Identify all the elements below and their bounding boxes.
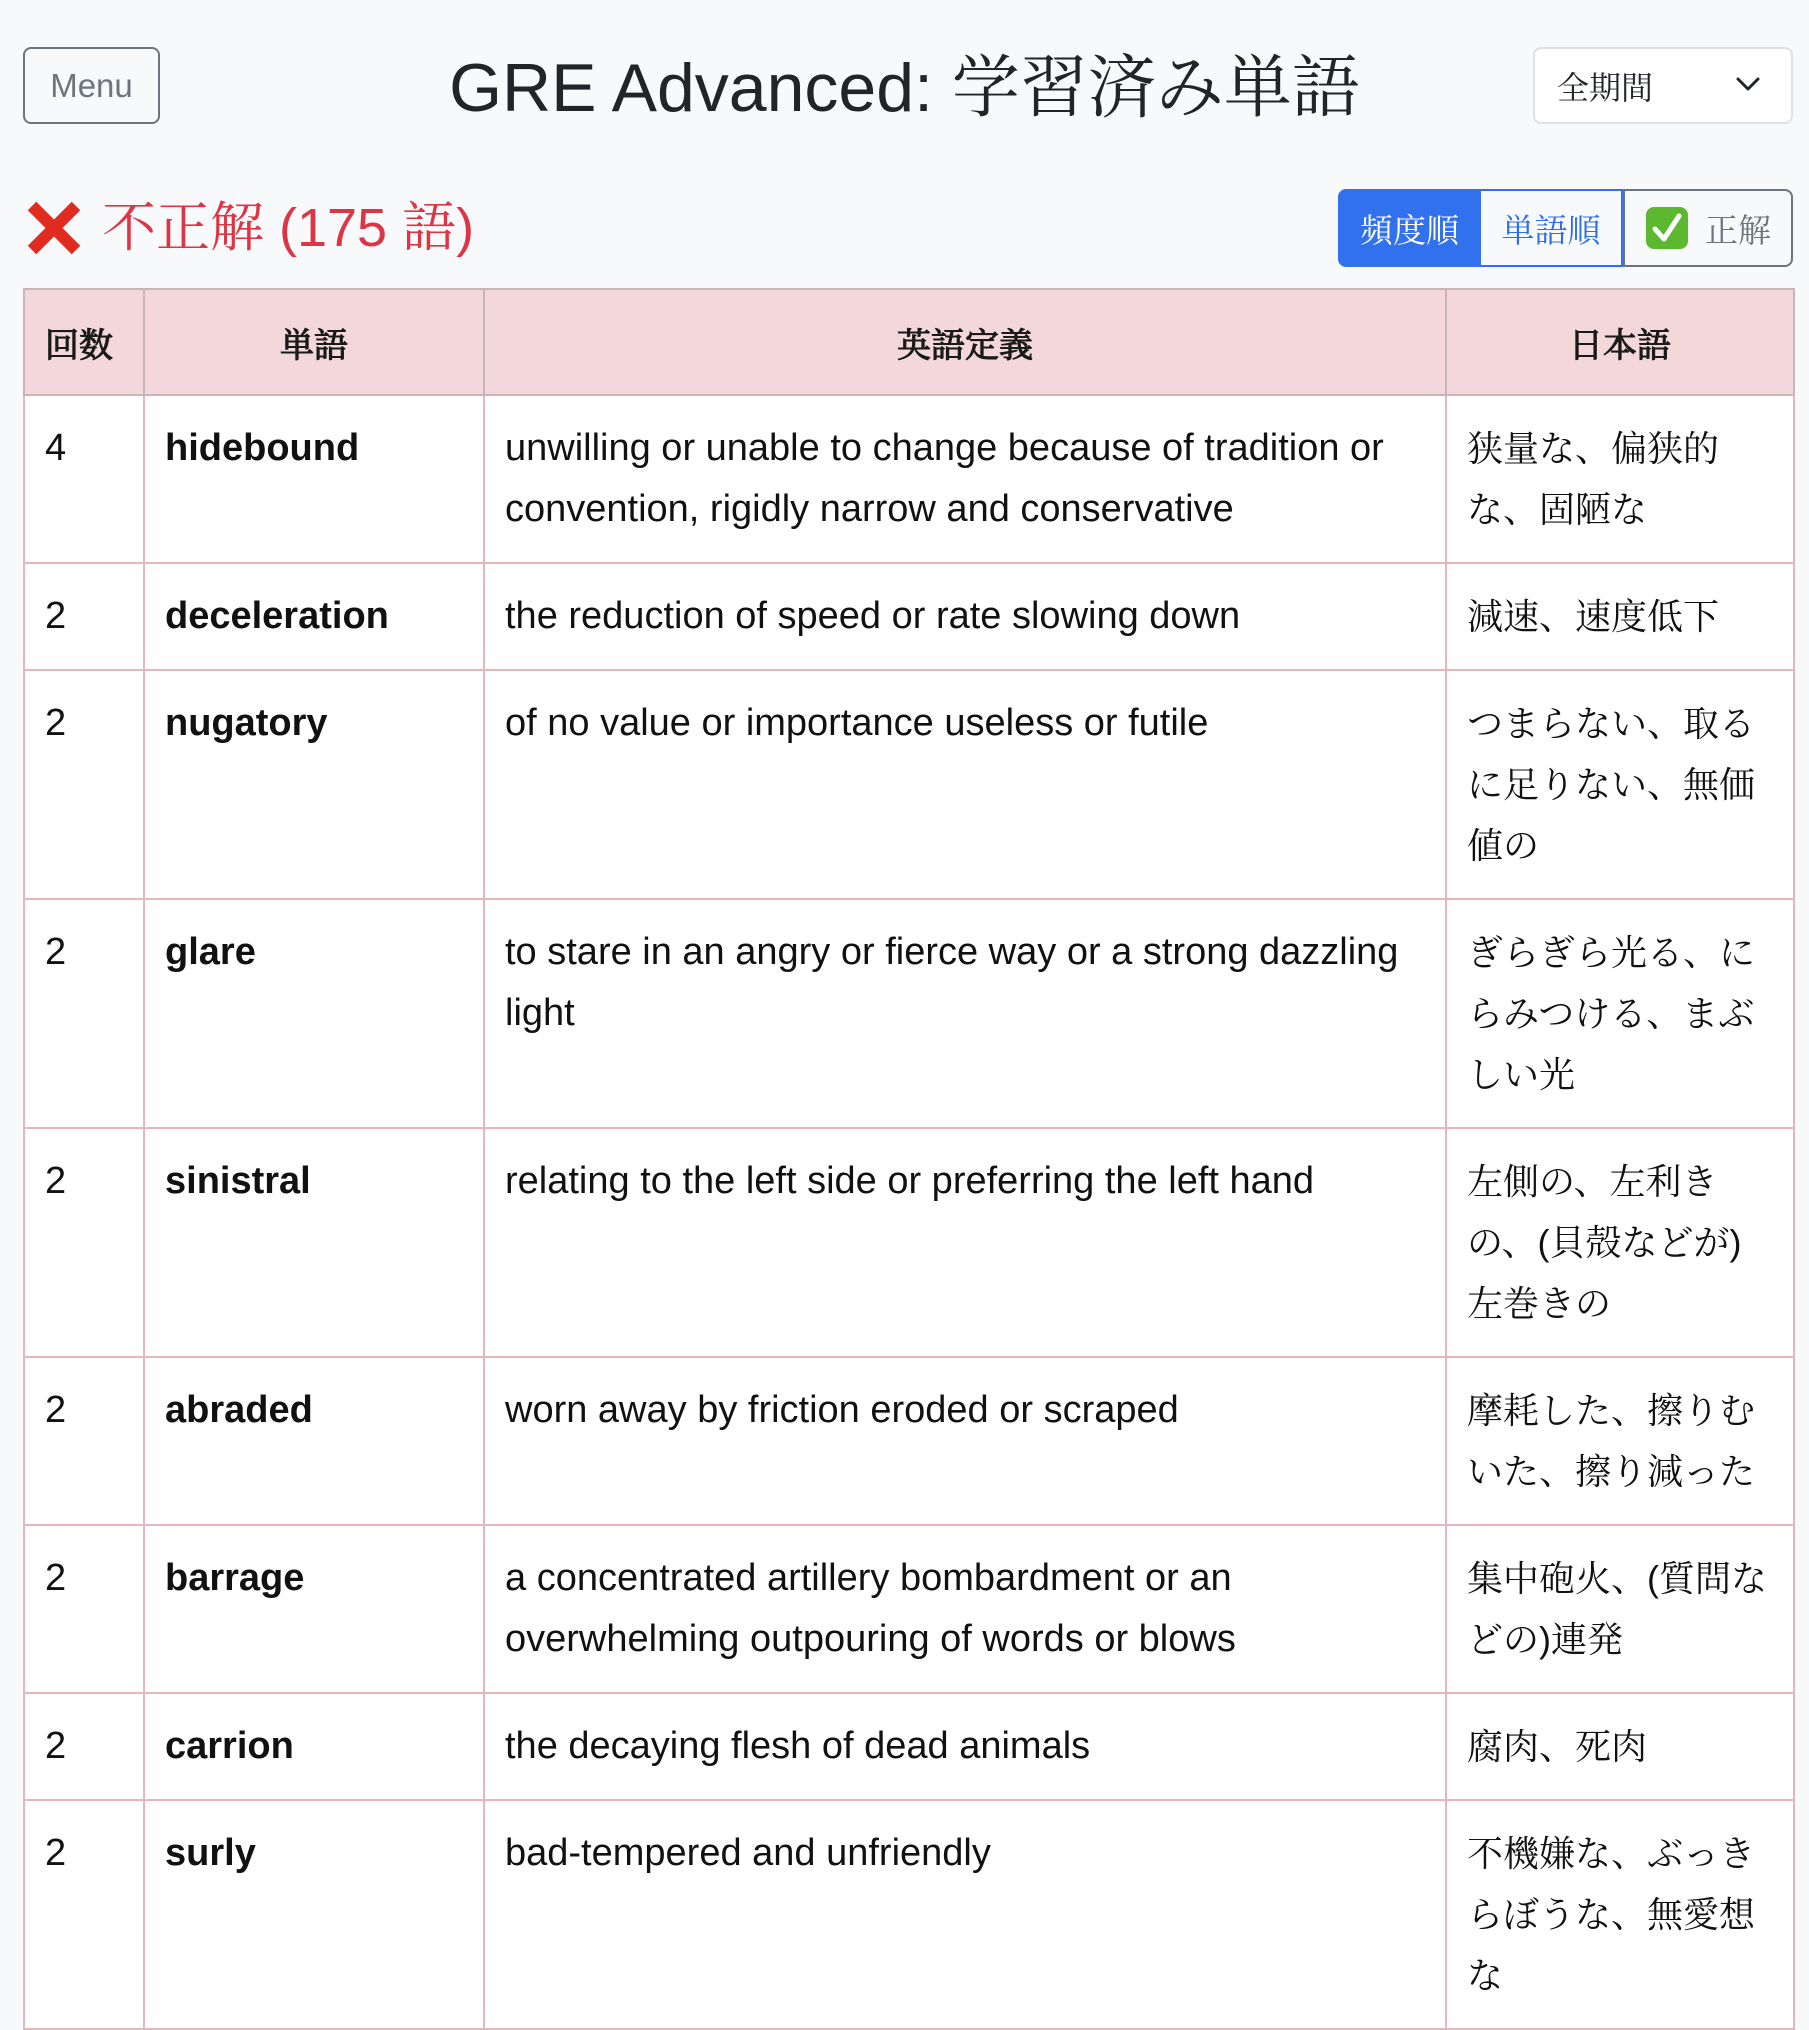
cell-count: 2 — [24, 670, 144, 899]
table-row — [24, 395, 1794, 563]
cell-japanese: つまらない、取るに足りない、無価値の — [1446, 670, 1794, 899]
table-row — [24, 1128, 1794, 1357]
incorrect-section-heading — [24, 190, 474, 266]
table-row — [24, 1357, 1794, 1525]
cell-definition: the decaying flesh of dead animals — [484, 1693, 1446, 1800]
cell-count: 2 — [24, 1800, 144, 2029]
table-row — [24, 1800, 1794, 2029]
column-header-japanese: 日本語 — [1446, 289, 1794, 395]
cell-count: 2 — [24, 899, 144, 1128]
check-mark-button-icon — [1645, 206, 1689, 250]
cell-word: surly — [144, 1800, 484, 2029]
cell-japanese: 集中砲火、(質問などの)連発 — [1446, 1525, 1794, 1693]
sort-button-group — [1338, 189, 1793, 267]
sort-by-frequency-button[interactable]: 頻度順 — [1338, 189, 1481, 267]
incorrect-words-table — [23, 288, 1795, 2030]
sort-by-word-button[interactable]: 単語順 — [1481, 189, 1623, 267]
cell-japanese: 腐肉、死肉 — [1446, 1693, 1794, 1800]
cell-count: 2 — [24, 1525, 144, 1693]
cell-word: hidebound — [144, 395, 484, 563]
section-heading-text: 不正解 (175 語) — [102, 198, 475, 258]
cell-japanese: 減速、速度低下 — [1446, 563, 1794, 670]
period-select-value: 全期間 — [1557, 69, 1654, 106]
column-header-word: 単語 — [144, 289, 484, 395]
cell-count: 2 — [24, 1693, 144, 1800]
table-row — [24, 899, 1794, 1128]
cell-count: 2 — [24, 563, 144, 670]
cell-definition: worn away by friction eroded or scraped — [484, 1357, 1446, 1525]
cell-count: 2 — [24, 1128, 144, 1357]
show-correct-label: 正解 — [1705, 211, 1771, 249]
table-row — [24, 670, 1794, 899]
cell-word: barrage — [144, 1525, 484, 1693]
table-row — [24, 1693, 1794, 1800]
cell-count: 4 — [24, 395, 144, 563]
column-header-count: 回数 — [24, 289, 144, 395]
table-row — [24, 563, 1794, 670]
cell-definition: bad-tempered and unfriendly — [484, 1800, 1446, 2029]
cell-japanese: 摩耗した、擦りむいた、擦り減った — [1446, 1357, 1794, 1525]
cell-definition: a concentrated artillery bombardment or an overwhelming outpouring of words or blows — [484, 1525, 1446, 1693]
menu-button[interactable]: Menu — [23, 47, 160, 124]
cell-definition: relating to the left side or preferring the left hand — [484, 1128, 1446, 1357]
period-select[interactable] — [1533, 47, 1793, 124]
cell-word: carrion — [144, 1693, 484, 1800]
cross-mark-icon — [24, 198, 84, 258]
cell-definition: unwilling or unable to change because of tradition or convention, rigidly narrow and conservative — [484, 395, 1446, 563]
cell-japanese: 不機嫌な、ぶっきらぼうな、無愛想な — [1446, 1800, 1794, 2029]
cell-word: sinistral — [144, 1128, 484, 1357]
cell-definition: the reduction of speed or rate slowing down — [484, 563, 1446, 670]
page-title: GRE Advanced: 学習済み単語 — [449, 50, 1360, 126]
cell-word: deceleration — [144, 563, 484, 670]
cell-japanese: ぎらぎら光る、にらみつける、まぶしい光 — [1446, 899, 1794, 1128]
cell-japanese: 左側の、左利きの、(貝殻などが)左巻きの — [1446, 1128, 1794, 1357]
cell-definition: to stare in an angry or fierce way or a strong dazzling light — [484, 899, 1446, 1128]
cell-count: 2 — [24, 1357, 144, 1525]
table-header-row — [24, 289, 1794, 395]
chevron-down-icon — [1735, 71, 1761, 97]
cell-word: abraded — [144, 1357, 484, 1525]
cell-word: glare — [144, 899, 484, 1128]
cell-japanese: 狭量な、偏狭的な、固陋な — [1446, 395, 1794, 563]
cell-word: nugatory — [144, 670, 484, 899]
column-header-definition: 英語定義 — [484, 289, 1446, 395]
show-correct-button[interactable] — [1623, 189, 1793, 267]
cell-definition: of no value or importance useless or futile — [484, 670, 1446, 899]
table-row — [24, 1525, 1794, 1693]
